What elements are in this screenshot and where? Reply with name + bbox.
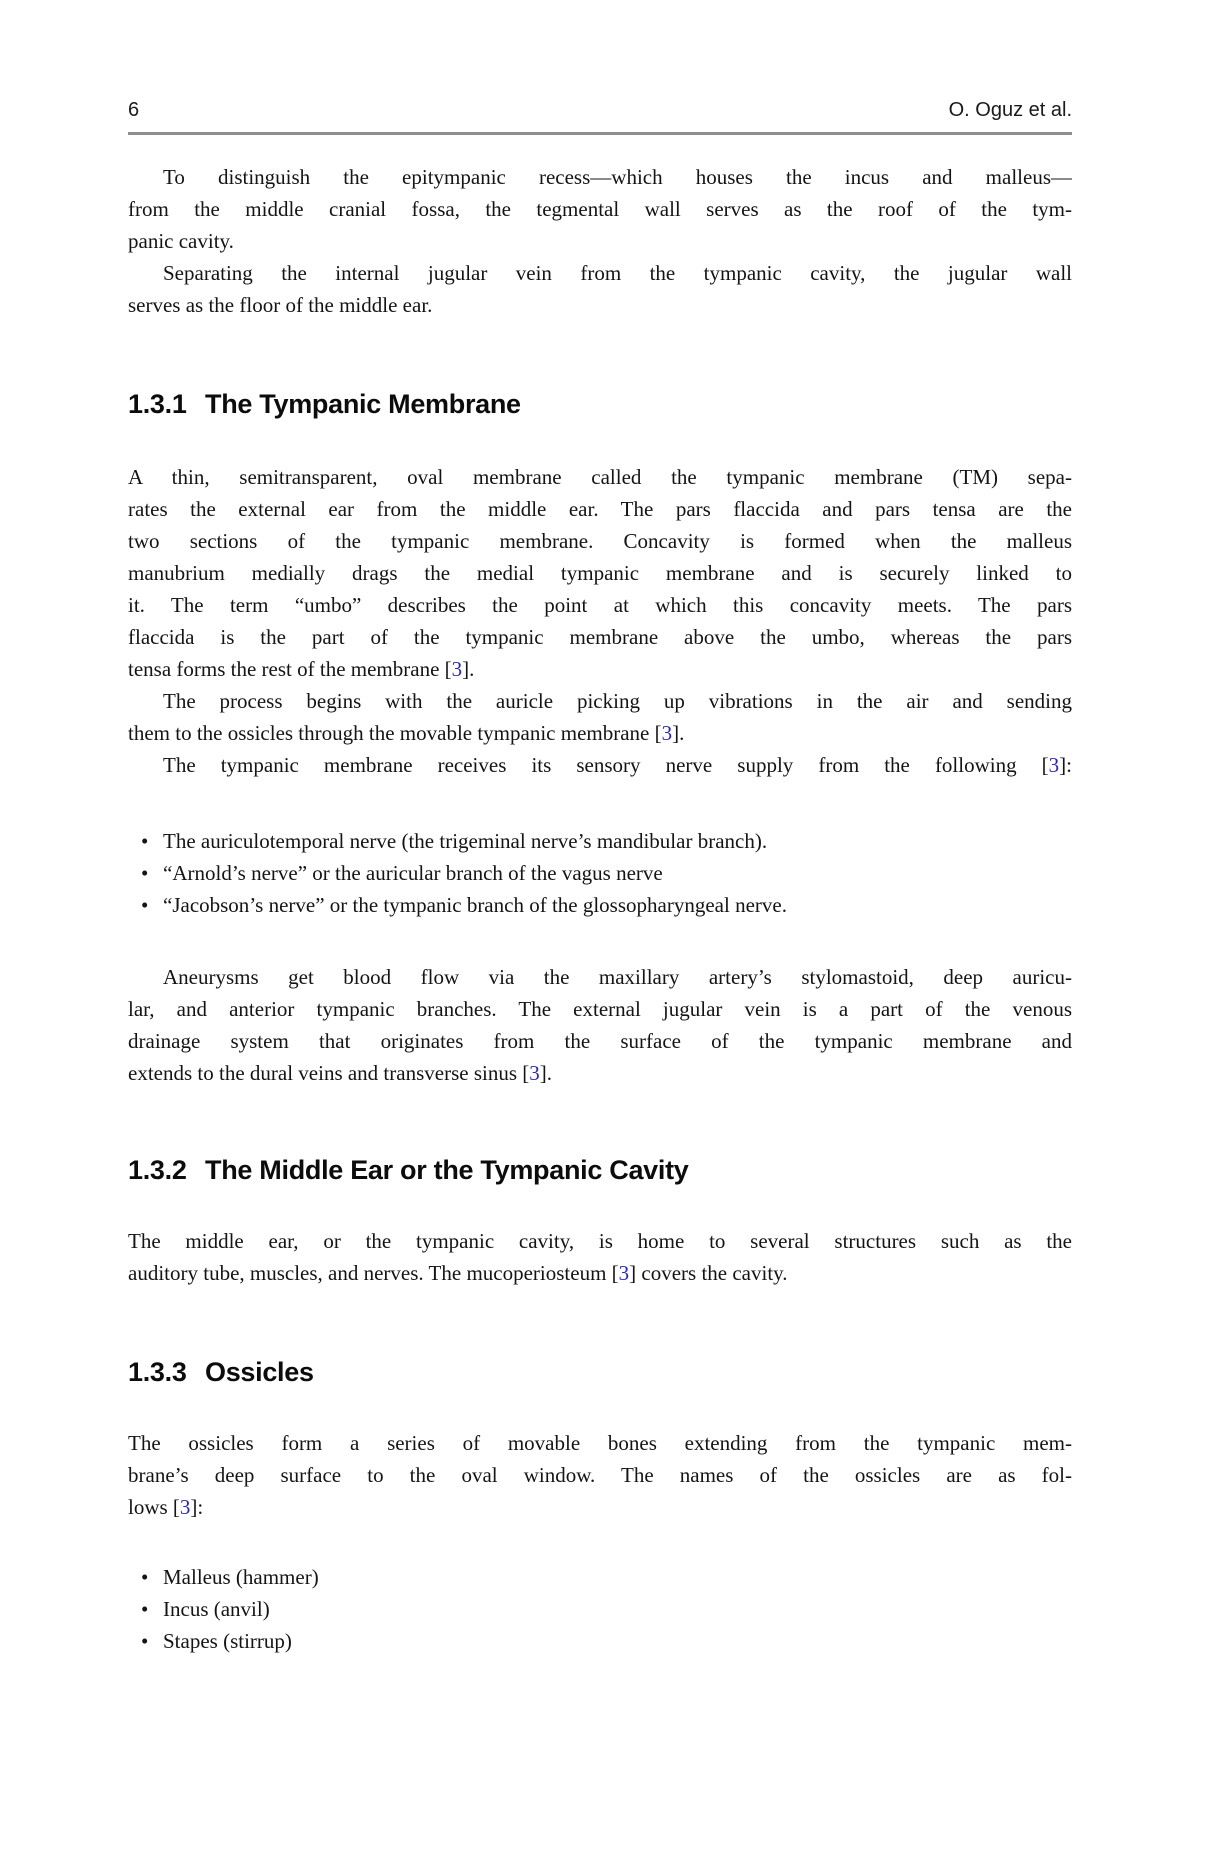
bullet-icon: • bbox=[141, 861, 149, 885]
citation-link-3[interactable]: 3 bbox=[1048, 753, 1060, 777]
body-line: panic cavity. bbox=[128, 229, 234, 253]
body-line: Aneurysms get blood flow via the maxillary artery’s stylomastoid, deep auricu- bbox=[163, 965, 1072, 989]
body-line: Separating the internal jugular vein from the tympanic cavity, the jugular wall bbox=[163, 261, 1072, 285]
body-line: The tympanic membrane receives its sensory nerve supply from the following [3]: bbox=[163, 753, 1072, 777]
heading-title: The Middle Ear or the Tympanic Cavity bbox=[205, 1155, 689, 1185]
body-line: extends to the dural veins and transverse sinus [3]. bbox=[128, 1061, 552, 1085]
ossicle-names-list bbox=[128, 1561, 1072, 1657]
bullet-icon: • bbox=[141, 1565, 149, 1589]
list-item bbox=[128, 1593, 1072, 1625]
body-line: The middle ear, or the tympanic cavity, is home to several structures such as the bbox=[128, 1229, 1072, 1253]
body-line: The process begins with the auricle picking up vibrations in the air and sending bbox=[163, 689, 1072, 713]
body-line: tensa forms the rest of the membrane [3]. bbox=[128, 657, 475, 681]
body-line: serves as the floor of the middle ear. bbox=[128, 293, 433, 317]
paragraph-sensory-nerve-supply bbox=[128, 749, 1072, 781]
body-line: from the middle cranial fossa, the tegmental wall serves as the roof of the tym- bbox=[128, 197, 1072, 221]
page-number: 6 bbox=[128, 99, 140, 121]
heading-title: The Tympanic Membrane bbox=[205, 389, 521, 419]
text-column bbox=[0, 98, 1221, 1657]
running-head: O. Oguz et al. bbox=[948, 99, 1072, 121]
bullet-icon: • bbox=[141, 829, 149, 853]
list-item-text: Incus (anvil) bbox=[163, 1597, 270, 1621]
paragraph-epitympanic-recess bbox=[128, 161, 1072, 257]
list-item-text: “Jacobson’s nerve” or the tympanic branch of the glossopharyngeal nerve. bbox=[163, 893, 787, 917]
nerve-supply-list bbox=[128, 825, 1072, 921]
body-line: brane’s deep surface to the oval window. The names of the ossicles are as fol- bbox=[128, 1463, 1072, 1487]
paragraph-middle-ear bbox=[128, 1225, 1072, 1289]
list-item bbox=[128, 1625, 1072, 1657]
body-line: drainage system that originates from the surface of the tympanic membrane and bbox=[128, 1029, 1072, 1053]
list-item bbox=[128, 857, 1072, 889]
citation-link-3[interactable]: 3 bbox=[529, 1061, 540, 1085]
body-line: A thin, semitransparent, oval membrane called the tympanic membrane (TM) sepa- bbox=[128, 465, 1072, 489]
heading-title: Ossicles bbox=[205, 1357, 314, 1387]
list-item bbox=[128, 825, 1072, 857]
paragraph-tympanic-membrane bbox=[128, 461, 1072, 685]
body-line: To distinguish the epitympanic recess—which houses the incus and malleus— bbox=[163, 165, 1072, 189]
citation-link-3[interactable]: 3 bbox=[661, 721, 673, 745]
body-line: two sections of the tympanic membrane. Concavity is formed when the malleus bbox=[128, 529, 1072, 553]
heading-number: 1.3.3 bbox=[128, 1357, 187, 1387]
running-header bbox=[128, 98, 1072, 122]
list-item-text: Stapes (stirrup) bbox=[163, 1629, 292, 1653]
body-line: lar, and anterior tympanic branches. The external jugular vein is a part of the venous bbox=[128, 997, 1072, 1021]
body-line: The ossicles form a series of movable bones extending from the tympanic mem- bbox=[128, 1431, 1072, 1455]
section-heading-1-3-1 bbox=[128, 387, 1072, 421]
paragraph-ossicles bbox=[128, 1427, 1072, 1523]
body-line: auditory tube, muscles, and nerves. The mucoperiosteum [3] covers the cavity. bbox=[128, 1261, 788, 1285]
list-item bbox=[128, 1561, 1072, 1593]
body-line: rates the external ear from the middle ear. The pars flaccida and pars tensa are the bbox=[128, 497, 1072, 521]
header-rule bbox=[128, 132, 1072, 135]
list-item-text: Malleus (hammer) bbox=[163, 1565, 319, 1589]
section-heading-1-3-3 bbox=[128, 1355, 1072, 1389]
body-line: manubrium medially drags the medial tympanic membrane and is securely linked to bbox=[128, 561, 1072, 585]
paragraph-jugular-wall bbox=[128, 257, 1072, 321]
citation-link-3[interactable]: 3 bbox=[618, 1261, 630, 1285]
bullet-icon: • bbox=[141, 893, 149, 917]
body-line: lows [3]: bbox=[128, 1495, 204, 1519]
list-item-text: “Arnold’s nerve” or the auricular branch of the vagus nerve bbox=[163, 861, 663, 885]
heading-number: 1.3.2 bbox=[128, 1155, 187, 1185]
paragraph-vibrations bbox=[128, 685, 1072, 749]
body-line: them to the ossicles through the movable tympanic membrane [3]. bbox=[128, 721, 685, 745]
citation-link-3[interactable]: 3 bbox=[451, 657, 463, 681]
bullet-icon: • bbox=[141, 1629, 149, 1653]
section-heading-1-3-2 bbox=[128, 1153, 1072, 1187]
heading-number: 1.3.1 bbox=[128, 389, 187, 419]
body-line: it. The term “umbo” describes the point at which this concavity meets. The pars bbox=[128, 593, 1072, 617]
bullet-icon: • bbox=[141, 1597, 149, 1621]
citation-link-3[interactable]: 3 bbox=[179, 1495, 191, 1519]
paragraph-aneurysms bbox=[128, 961, 1072, 1089]
body-line: flaccida is the part of the tympanic membrane above the umbo, whereas the pars bbox=[128, 625, 1072, 649]
list-item-text: The auriculotemporal nerve (the trigeminal nerve’s mandibular branch). bbox=[163, 829, 768, 853]
list-item bbox=[128, 889, 1072, 921]
